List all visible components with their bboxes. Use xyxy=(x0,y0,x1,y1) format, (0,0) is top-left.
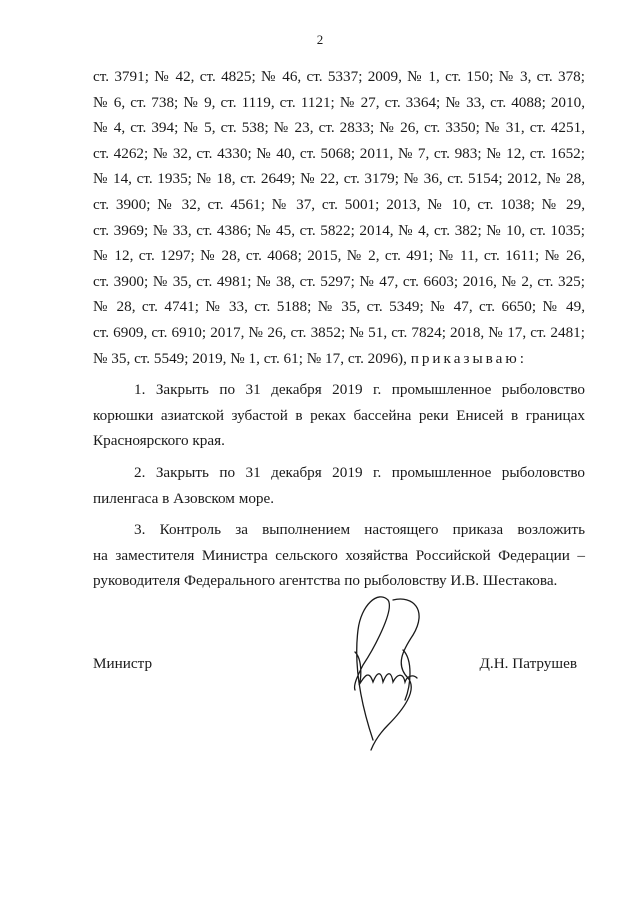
document-body xyxy=(93,64,585,594)
item-last-line: пиленгаса в Азовском море. xyxy=(93,489,275,507)
preamble-line: ст. 3791; № 42, ст. 4825; № 46, ст. 5337; 2009, № 1, ст. 150; № 3, ст. 378; xyxy=(93,68,585,85)
handwritten-signature xyxy=(333,590,453,760)
item-line: корюшки азиатской зубастой в реках бассейна реки Енисей в границах xyxy=(93,406,585,424)
signatory-name: Д.Н. Патрушев xyxy=(479,655,577,672)
item-last-line: Красноярского края. xyxy=(93,432,225,450)
order-item-1 xyxy=(93,377,585,454)
item-last-line: руководителя Федерального агентства по рыболовству И.В. Шестакова. xyxy=(93,572,558,590)
preamble-line: ст. 3900; № 32, ст. 4561; № 37, ст. 5001; 2013, № 10, ст. 1038; № 29, xyxy=(93,195,585,213)
signature-block xyxy=(93,600,585,770)
legal-references-paragraph xyxy=(93,64,585,346)
preamble-line: ст. 3969; № 33, ст. 4386; № 45, ст. 5822; 2014, № 4, ст. 382; № 10, ст. 1035; xyxy=(93,221,585,239)
preamble-line: № 4, ст. 394; № 5, ст. 538; № 23, ст. 2833; № 26, ст. 3350; № 31, ст. 4251, xyxy=(93,119,585,137)
preamble-final-text: № 35, ст. 5549; 2019, № 1, ст. 61; № 17, ст. 2096), xyxy=(93,349,407,367)
page-number: 2 xyxy=(316,32,324,47)
item-line: 2. Закрыть по 31 декабря 2019 г. промышленное рыболовство xyxy=(134,463,585,481)
preamble-line: ст. 3900; № 35, ст. 4981; № 38, ст. 5297; № 47, ст. 6603; 2016, № 2, ст. 325; xyxy=(93,272,585,290)
item-line: 1. Закрыть по 31 декабря 2019 г. промышленное рыболовство xyxy=(134,381,585,399)
signatory-role: Министр xyxy=(93,655,153,672)
order-item-2 xyxy=(93,460,585,511)
item-line: на заместителя Министра сельского хозяйства Российской Федерации – xyxy=(93,546,585,564)
preamble-line: ст. 6909, ст. 6910; 2017, № 26, ст. 3852; № 51, ст. 7824; 2018, № 17, ст. 2481; xyxy=(93,323,585,341)
preamble-line: № 6, ст. 738; № 9, ст. 1119, ст. 1121; № 27, ст. 3364; № 33, ст. 4088; 2010, xyxy=(93,93,585,111)
order-item-3 xyxy=(93,517,585,594)
item-line: 3. Контроль за выполнением настоящего приказа возложить xyxy=(134,521,585,539)
preamble-line: № 14, ст. 1935; № 18, ст. 2649; № 22, ст. 3179; № 36, ст. 5154; 2012, № 28, xyxy=(93,170,585,188)
preamble-line: ст. 4262; № 32, ст. 4330; № 40, ст. 5068; 2011, № 7, ст. 983; № 12, ст. 1652; xyxy=(93,144,585,162)
order-word: приказываю: xyxy=(410,349,527,367)
preamble-final-line xyxy=(93,346,585,372)
preamble-line: № 28, ст. 4741; № 33, ст. 5188; № 35, ст. 5349; № 47, ст. 6650; № 49, xyxy=(93,298,585,316)
preamble-line: № 12, ст. 1297; № 28, ст. 4068; 2015, № 2, ст. 491; № 11, ст. 1611; № 26, xyxy=(93,247,585,265)
